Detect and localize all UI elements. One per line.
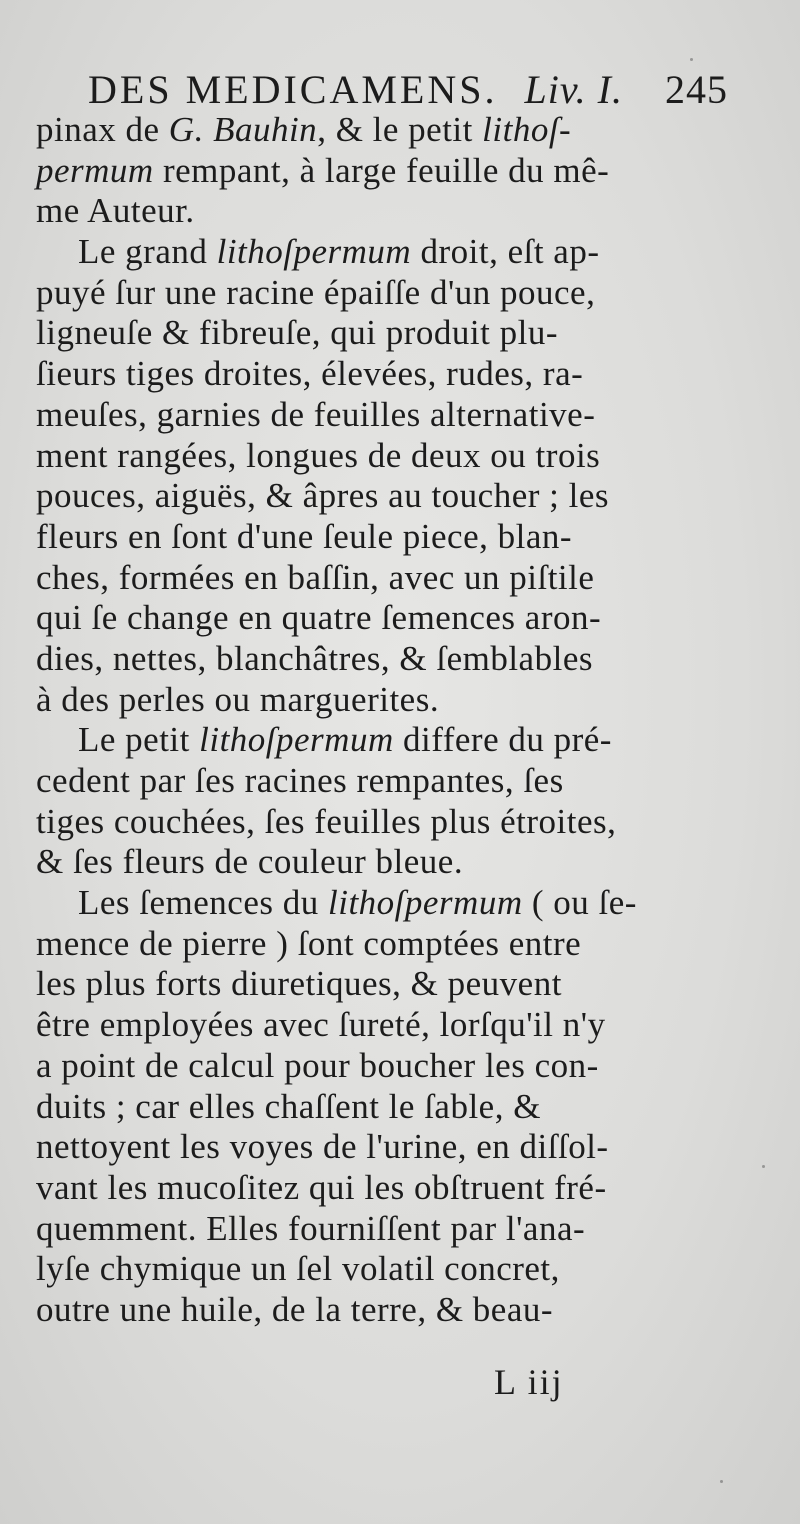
- line-text: Le petit: [78, 720, 200, 760]
- line-text: & ſes fleurs de couleur bleue.: [36, 842, 464, 882]
- text-line: [36, 436, 764, 477]
- line-text: ment rangées, longues de deux ou trois: [36, 435, 601, 475]
- text-line: [36, 273, 764, 314]
- line-text: pinax de: [36, 110, 169, 149]
- line-text: meuſes, garnies de feuilles alternative-: [36, 394, 596, 434]
- text-line: [36, 558, 764, 599]
- italic-term: lithoſ-: [482, 110, 572, 149]
- text-line: [36, 232, 764, 273]
- line-text: duits ; car elles chaſſent le ſable, &: [36, 1086, 541, 1126]
- line-text: ( ou ſe-: [522, 883, 637, 923]
- text-line: [36, 517, 764, 558]
- text-line: [36, 110, 764, 151]
- text-line: [36, 883, 764, 924]
- line-text: ligneuſe & fibreuſe, qui produit plu-: [36, 313, 559, 353]
- text-line: [36, 354, 764, 395]
- line-text: Le grand: [78, 232, 217, 272]
- text-line: [36, 598, 764, 639]
- text-line: [36, 842, 764, 883]
- text-line: [36, 720, 764, 761]
- paper-speck: [720, 1480, 723, 1483]
- line-text: nettoyent les voyes de l'urine, en diſſol-: [36, 1127, 609, 1167]
- line-text: , & le petit: [317, 110, 483, 149]
- italic-term: lithoſpermum: [328, 883, 523, 923]
- text-line: [36, 313, 764, 354]
- line-text: mence de pierre ) ſont comptées entre: [36, 923, 582, 963]
- header-title: DES MEDICAMENS.: [88, 67, 498, 112]
- line-text: à des perles ou marguerites.: [36, 679, 440, 719]
- text-line: [36, 476, 764, 517]
- line-text: outre une huile, de la terre, & beau-: [36, 1289, 554, 1329]
- text-line: [36, 964, 764, 1005]
- page-number: 245: [665, 67, 728, 112]
- header-book: Liv. I.: [524, 67, 623, 112]
- line-text: tiges couchées, ſes feuilles plus étroites,: [36, 801, 617, 841]
- line-text: lyſe chymique un ſel volatil concret,: [36, 1249, 560, 1289]
- paper-speck: [762, 1165, 765, 1168]
- line-text: cedent par ſes racines rempantes, ſes: [36, 761, 564, 800]
- line-text: ches, formées en baſſin, avec un piſtile: [36, 557, 595, 597]
- line-text: fleurs en ſont d'une ſeule piece, blan-: [36, 516, 573, 556]
- italic-term: permum: [36, 150, 154, 190]
- line-text: pouces, aiguës, & âpres au toucher ; les: [36, 476, 610, 516]
- line-text: les plus forts diuretiques, & peuvent: [36, 964, 562, 1004]
- line-text: puyé ſur une racine épaiſſe d'un pouce,: [36, 272, 596, 312]
- text-line: [36, 802, 764, 843]
- italic-term: G. Bauhin: [168, 110, 318, 149]
- line-text: être employées avec ſureté, lorſqu'il n'y: [36, 1005, 606, 1045]
- text-line: [36, 1168, 764, 1209]
- running-header: [88, 64, 768, 116]
- text-line: [36, 924, 764, 965]
- line-text: me Auteur.: [36, 191, 195, 231]
- line-text: vant les mucoſitez qui les obſtruent fré-: [36, 1167, 607, 1207]
- line-text: qui ſe change en quatre ſemences aron-: [36, 598, 602, 638]
- body-text: [36, 110, 764, 1331]
- text-line: [36, 395, 764, 436]
- line-text: ſieurs tiges droites, élevées, rudes, ra-: [36, 354, 584, 394]
- text-line: [36, 1046, 764, 1087]
- italic-term: lithoſpermum: [216, 232, 412, 272]
- line-text: differe du pré-: [393, 720, 612, 760]
- text-line: [36, 191, 764, 232]
- text-line: [36, 1087, 764, 1128]
- line-text: rempant, à large feuille du mê-: [153, 150, 610, 190]
- line-text: quemment. Elles fourniſſent par l'ana-: [36, 1208, 586, 1248]
- text-line: [36, 1127, 764, 1168]
- signature-mark: L iij: [494, 1362, 564, 1402]
- line-text: Les ſemences du: [78, 883, 328, 923]
- text-line: [36, 639, 764, 680]
- text-line: [36, 1209, 764, 1250]
- text-line: [36, 1249, 764, 1290]
- text-line: [36, 680, 764, 721]
- text-line: [36, 151, 764, 192]
- line-text: dies, nettes, blanchâtres, & ſemblables: [36, 638, 593, 678]
- paper-speck: [690, 58, 693, 61]
- text-line: [36, 1005, 764, 1046]
- italic-term: lithoſpermum: [199, 720, 394, 760]
- line-text: a point de calcul pour boucher les con-: [36, 1045, 599, 1085]
- text-line: [36, 761, 764, 802]
- text-line: [36, 1290, 764, 1331]
- line-text: droit, eſt ap-: [411, 232, 600, 272]
